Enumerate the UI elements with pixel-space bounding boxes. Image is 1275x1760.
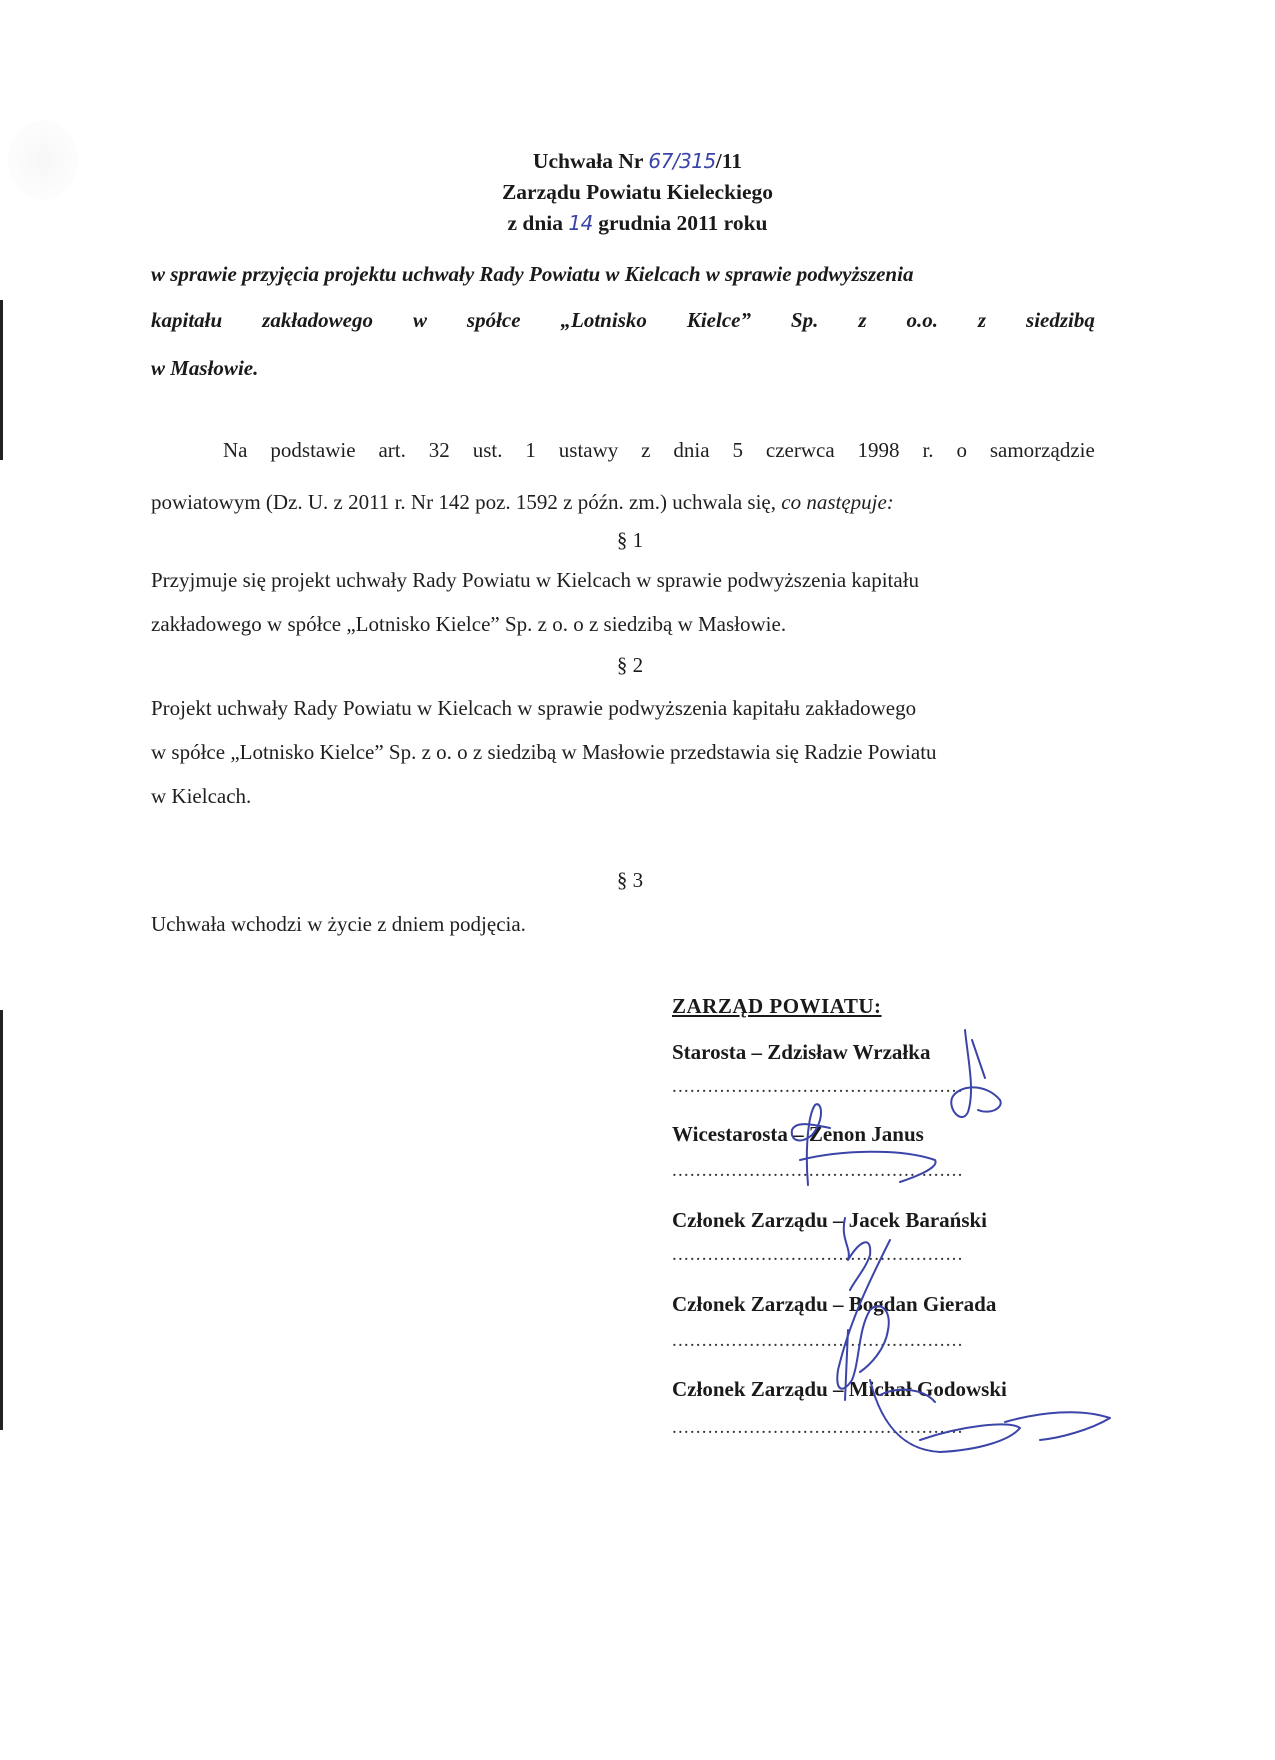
- subject-line-2-word: zakładowego: [262, 308, 373, 332]
- board-heading: ZARZĄD POWIATU:: [672, 994, 882, 1018]
- section-1-line-1: Przyjmuje się projekt uchwały Rady Powiatu w Kielcach w sprawie podwyższenia kapitału: [151, 568, 920, 592]
- board-member-1: Starosta – Zdzisław Wrzałka: [672, 1040, 931, 1064]
- subject-line-2-word: „Lotnisko: [560, 308, 647, 332]
- section-2-line-1: Projekt uchwały Rady Powiatu w Kielcach w sprawie podwyższenia kapitału zakładowego: [151, 696, 917, 720]
- subject-line-2-word: Sp.: [790, 308, 819, 332]
- subject-line-2-word: siedzibą: [1026, 308, 1095, 332]
- resolution-prefix: Uchwała Nr: [532, 149, 649, 173]
- subject-line-3: w Masłowie.: [151, 356, 259, 380]
- resolution-number-line: [0, 146, 1275, 177]
- preamble-line-1-word: samorządzie: [989, 438, 1095, 462]
- subject-line-2-word: o.o.: [906, 308, 938, 332]
- preamble-line-1-word: podstawie: [270, 438, 356, 462]
- subject-line-1: w sprawie przyjęcia projektu uchwały Rady Powiatu w Kielcach w sprawie podwyższenia: [151, 262, 914, 286]
- signature-line-2: .................................................: [672, 1160, 964, 1181]
- preamble-line-1-word: 1998: [857, 438, 900, 462]
- preamble-text: powiatowym (Dz. U. z 2011 r. Nr 142 poz. 1592 z późn. zm.) uchwala się,: [151, 490, 782, 514]
- preamble-line-1-word: Na: [223, 438, 248, 462]
- signature-starosta: [951, 1030, 1000, 1117]
- subject-line-2-word: z: [858, 308, 867, 332]
- preamble-line-1-word: 5: [732, 438, 743, 462]
- subject-line-2-word: kapitału: [151, 308, 223, 332]
- subject-line-2-word: w: [412, 308, 427, 332]
- board-member-4: Członek Zarządu – Bogdan Gierada: [672, 1292, 997, 1316]
- preamble-italic: co następuje:: [781, 490, 894, 514]
- preamble-line-1-word: art.: [378, 438, 406, 462]
- subject-line-2-word: spółce: [466, 308, 521, 332]
- subject-line-2: [151, 308, 1095, 333]
- preamble-line-1-word: z: [641, 438, 651, 462]
- section-1-line-2: zakładowego w spółce „Lotnisko Kielce” Sp. z o. o z siedzibą w Masłowie.: [151, 612, 787, 636]
- subject-line-2-word: Kielce”: [686, 308, 751, 332]
- section-2-line-2: w spółce „Lotnisko Kielce” Sp. z o. o z siedzibą w Masłowie przedstawia się Radzie Powiatu: [151, 740, 937, 764]
- section-1-sign: § 1: [616, 528, 644, 552]
- preamble-line-1-word: r.: [922, 438, 934, 462]
- signature-line-1: .................................................: [672, 1076, 964, 1097]
- resolution-number-handwritten: 67/315: [648, 149, 716, 173]
- preamble-line-1-word: 32: [428, 438, 450, 462]
- signature-line-5: .................................................: [672, 1417, 964, 1438]
- preamble-line-1-word: 1: [525, 438, 536, 462]
- preamble-line-1-word: czerwca: [765, 438, 835, 462]
- issuer-line: Zarządu Powiatu Kieleckiego: [501, 180, 774, 204]
- scan-edge-mark-bottom: [0, 1010, 3, 1430]
- preamble-line-1-word: o: [956, 438, 967, 462]
- preamble-line-1-word: ustawy: [558, 438, 619, 462]
- resolution-title: [0, 146, 1275, 239]
- signature-line-3: .................................................: [672, 1244, 964, 1265]
- board-member-2: Wicestarosta – Zenon Janus: [672, 1122, 924, 1146]
- board-member-5: Członek Zarządu – Michał Godowski: [672, 1377, 1007, 1401]
- section-3-sign: § 3: [616, 868, 644, 892]
- board-member-3: Członek Zarządu – Jacek Barański: [672, 1208, 988, 1232]
- signature-line-4: .................................................: [672, 1330, 964, 1351]
- section-2-line-3: w Kielcach.: [151, 784, 252, 808]
- date-line: [0, 208, 1275, 239]
- preamble-line-1-word: dnia: [673, 438, 710, 462]
- section-3-line-1: Uchwała wchodzi w życie z dniem podjęcia.: [151, 912, 526, 936]
- preamble-line-1: [223, 438, 1095, 463]
- date-prefix: z dnia: [507, 211, 569, 235]
- date-suffix: grudnia 2011 roku: [592, 211, 768, 235]
- scan-edge-mark-top: [0, 300, 3, 460]
- date-day-handwritten: 14: [568, 211, 593, 235]
- subject-line-2-word: z: [977, 308, 987, 332]
- section-2-sign: § 2: [616, 653, 644, 677]
- resolution-suffix: /11: [715, 149, 743, 173]
- preamble-line-2: [151, 490, 894, 515]
- preamble-line-1-word: ust.: [472, 438, 503, 462]
